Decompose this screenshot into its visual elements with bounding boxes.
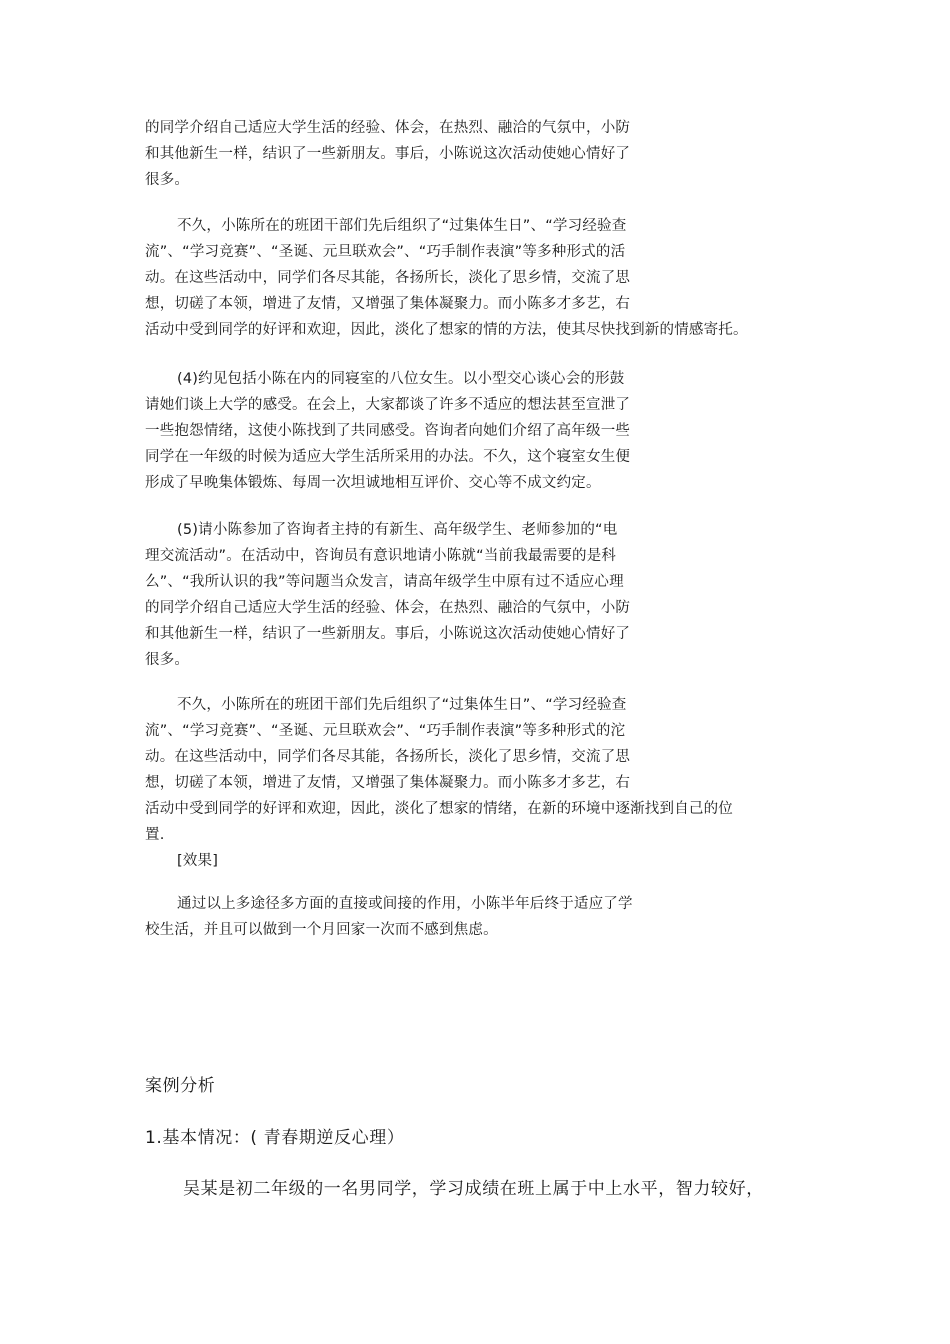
case-title: 案例分析	[145, 1076, 216, 1096]
paragraph-line: 理交流活动”。在活动中，咨询员有意识地请小陈就“当前我最需要的是科	[145, 548, 617, 564]
paragraph-line: 置.	[145, 827, 165, 843]
paragraph-line: 通过以上多途径多方面的直接或间接的作用，小陈半年后终于适应了学	[177, 896, 633, 912]
case-subtitle: 1.基本情况：( 青春期逆反心理）	[145, 1128, 405, 1148]
paragraph-line: 的同学介绍自己适应大学生活的经验、体会，在热烈、融洽的气氛中，小防	[145, 120, 631, 136]
paragraph-line: 很多。	[145, 652, 190, 668]
paragraph-line: 动。在这些活动中，同学们各尽其能，各扬所长，淡化了思乡情，交流了思	[145, 749, 631, 765]
paragraph-line: 和其他新生一样，结识了一些新朋友。事后，小陈说这次活动使她心情好了	[145, 146, 631, 162]
paragraph-line: 么”、“我所认识的我”等问题当众发言，请高年级学生中原有过不适应心理	[145, 574, 624, 590]
paragraph-line: 形成了早晚集体锻炼、每周一次坦诚地相互评价、交心等不成文约定。	[145, 475, 601, 491]
paragraph-line: 请她们谈上大学的感受。在会上，大家都谈了许多不适应的想法甚至宣泄了	[145, 397, 631, 413]
paragraph-line: 活动中受到同学的好评和欢迎，因此，淡化了想家的情绪，在新的环境中逐渐找到自己的位	[145, 801, 733, 817]
paragraph-line: 流”、“学习竞赛”、“圣诞、元旦联欢会”、“巧手制作表演”等多种形式的沱	[145, 723, 626, 739]
paragraph-line: 的同学介绍自己适应大学生活的经验、体会，在热烈、融洽的气氛中，小防	[145, 600, 631, 616]
paragraph-line: 动。在这些活动中，同学们各尽其能，各扬所长，淡化了思乡情，交流了思	[145, 270, 631, 286]
paragraph-line: 想，切磋了本领，增进了友情，又增强了集体凝聚力。而小陈多才多艺，右	[145, 775, 631, 791]
paragraph-line: (5)请小陈参加了咨询者主持的有新生、高年级学生、老师参加的“电	[177, 522, 618, 538]
paragraph-line: 很多。	[145, 172, 190, 188]
case-paragraph-line: 吴某是初二年级的一名男同学，学习成绩在班上属于中上水平，智力较好，	[183, 1179, 764, 1199]
paragraph-line: 活动中受到同学的好评和欢迎，因此，淡化了想家的情的方法，使其尽快找到新的情感寄托。	[145, 322, 748, 338]
paragraph-line: 校生活，并且可以做到一个月回家一次而不感到焦虑。	[145, 922, 498, 938]
paragraph-line: 同学在一年级的时候为适应大学生活所采用的办法。不久，这个寝室女生便	[145, 449, 631, 465]
paragraph-line: 流”、“学习竞赛”、“圣诞、元旦联欢会”、“巧手制作表演”等多种形式的活	[145, 244, 626, 260]
paragraph-line: 一些抱怨情绪，这使小陈找到了共同感受。咨询者向她们介绍了高年级一些	[145, 423, 631, 439]
paragraph-line: 不久，小陈所在的班团干部们先后组织了“过集体生日”、“学习经验查	[177, 218, 627, 234]
effect-label: [效果]	[177, 853, 219, 869]
paragraph-line: 不久，小陈所在的班团干部们先后组织了“过集体生日”、“学习经验查	[177, 697, 627, 713]
paragraph-line: (4)约见包括小陈在内的同寝室的八位女生。以小型交心谈心会的形鼓	[177, 371, 625, 387]
paragraph-line: 和其他新生一样，结识了一些新朋友。事后，小陈说这次活动使她心情好了	[145, 626, 631, 642]
paragraph-line: 想，切磋了本领，增进了友情，又增强了集体凝聚力。而小陈多才多艺，右	[145, 296, 631, 312]
